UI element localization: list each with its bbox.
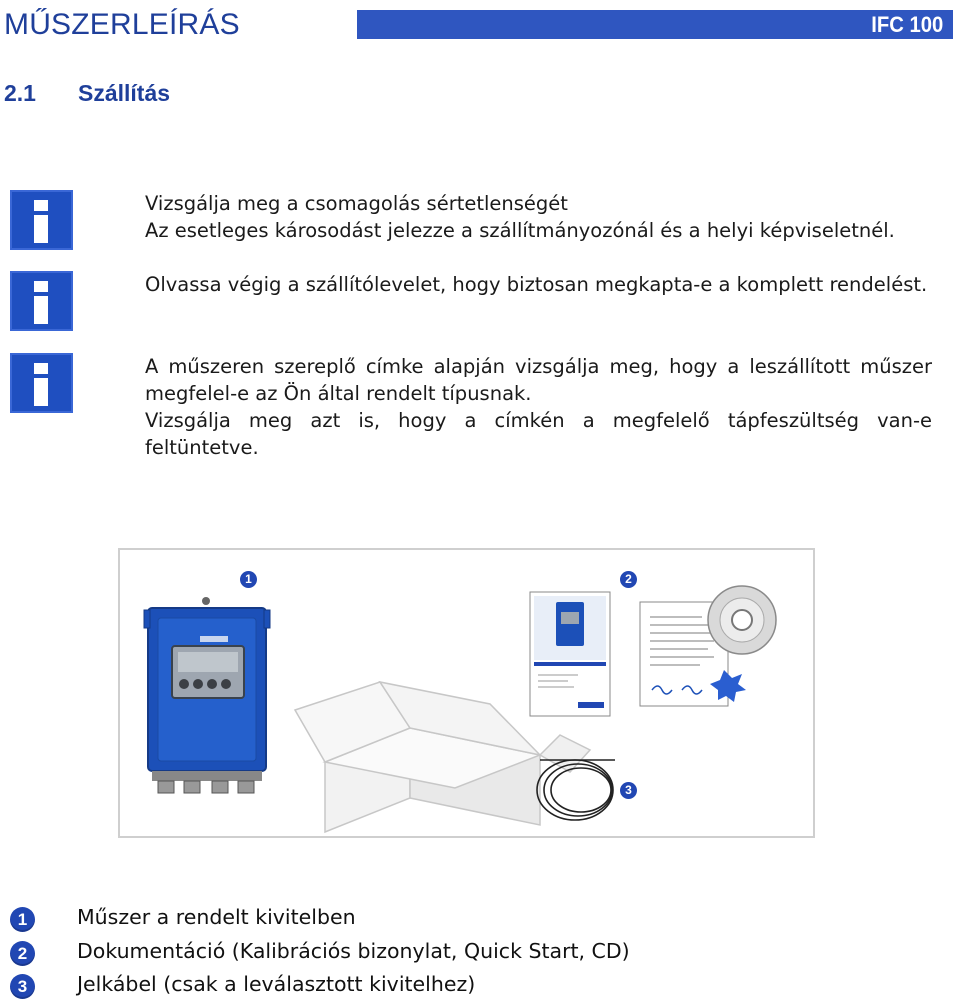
figure-badge-1: 1: [240, 571, 257, 588]
legend-badge-1: 1: [10, 907, 35, 932]
info-icon: [10, 271, 73, 331]
note-1-line-2: Az esetleges károsodást jelezze a szállítmányozónál és a helyi képviseletnél.: [145, 219, 895, 242]
note-1-line-1: Vizsgálja meg a csomagolás sértetlenségét: [145, 192, 568, 215]
section-number: 2.1: [4, 80, 36, 106]
legend-text-3: Jelkábel (csak a leválasztott kivitelhez): [77, 972, 476, 996]
quick-start-booklet-illustration: [530, 592, 610, 716]
note-1: [145, 190, 932, 244]
note-2: [145, 271, 932, 298]
note-3-line-1: A műszeren szereplő címke alapján vizsgálja meg, hogy a leszállított műszer megfelel-e az Ön által rendelt típusnak.: [145, 355, 932, 405]
figure-badge-2: 2: [620, 571, 637, 588]
note-3: [145, 353, 932, 461]
figure-badge-3: 3: [620, 782, 637, 799]
cd-illustration: [708, 586, 776, 654]
note-3-line-2: Vizsgálja meg azt is, hogy a címkén a megfelelő tápfeszültség van-e feltüntetve.: [145, 409, 932, 459]
note-2-line-1: Olvassa végig a szállítólevelet, hogy biztosan megkapta-e a komplett rendelést.: [145, 273, 928, 296]
delivery-contents-figure: [118, 548, 815, 838]
section-title: Szállítás: [78, 80, 171, 106]
legend-text-1: Műszer a rendelt kivitelben: [77, 905, 356, 929]
header-bar: [357, 10, 953, 39]
info-icon: [10, 190, 73, 250]
info-icon: [10, 353, 73, 413]
legend-badge-3: 3: [10, 974, 35, 999]
legend-text-2: Dokumentáció (Kalibrációs bizonylat, Quick Start, CD): [77, 939, 630, 963]
converter-device-illustration: [144, 597, 270, 793]
figure-illustration: [120, 550, 813, 836]
document-title: MŰSZERLEÍRÁS: [4, 8, 240, 41]
model-name: IFC 100: [870, 12, 943, 37]
signal-cable-illustration: [537, 760, 615, 820]
legend-badge-2: 2: [10, 941, 35, 966]
